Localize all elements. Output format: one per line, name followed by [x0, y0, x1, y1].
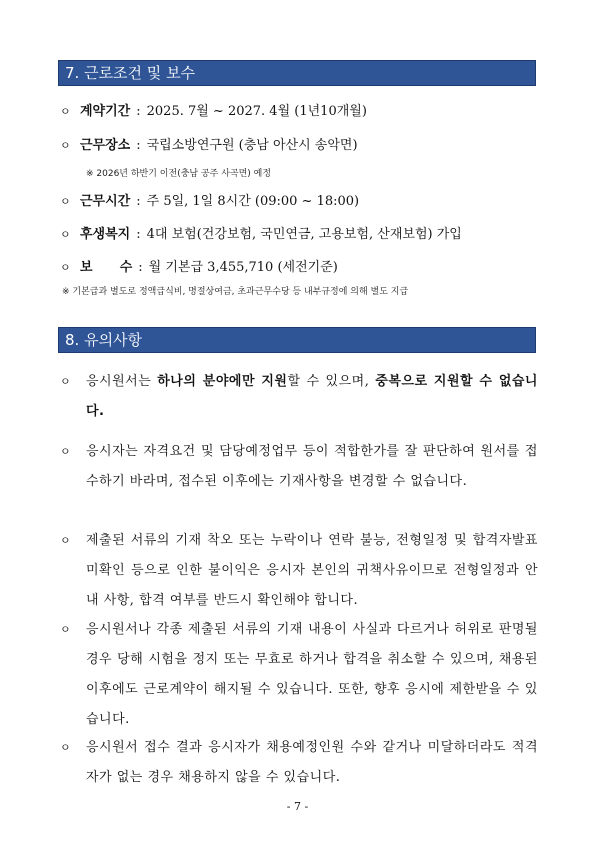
welfare-row: [60, 223, 462, 242]
notice-5-text: 응시원서 접수 결과 응시자가 채용예정인원 수와 같거나 미달하더라도 적격자가 없는 경우 채용하지 않을 수 있습니다.: [86, 740, 538, 785]
bullet-icon: ㅇ: [60, 375, 71, 388]
contract-period-label: 계약기간: [80, 104, 131, 119]
notice-paragraph-1: [60, 367, 538, 427]
bullet-icon: ㅇ: [60, 195, 71, 208]
page-number: - 7 -: [286, 800, 309, 813]
notice-paragraph-4: [60, 615, 538, 735]
notice-1-emphasis: 하나의 분야에만 지원: [157, 374, 288, 389]
section-8-title: 8. 유의사항: [65, 331, 143, 349]
bullet-icon: ㅇ: [60, 105, 71, 118]
notice-paragraph-5: [60, 733, 538, 793]
colon: :: [136, 194, 141, 209]
notice-2-text: 응시자는 자격요건 및 담당예정업무 등이 적합한가를 잘 판단하여 원서를 접수하기 바라며, 접수된 이후에는 기재사항을 변경할 수 없습니다.: [86, 444, 538, 489]
notice-paragraph-2: [60, 437, 538, 497]
colon: :: [138, 260, 143, 275]
pay-note: ※ 기본급과 별도로 정액급식비, 명절상여금, 초과근무수당 등 내부규정에 의해 별도 지급: [62, 287, 409, 297]
colon: :: [136, 104, 141, 119]
work-location-value: 국립소방연구원 (충남 아산시 송악면): [146, 138, 358, 153]
notice-1-text-mid: 할 수 있으며,: [287, 374, 376, 389]
bullet-icon: ㅇ: [60, 534, 71, 547]
pay-label: 보 수: [80, 260, 133, 275]
bullet-icon: ㅇ: [60, 741, 71, 754]
colon: :: [136, 227, 141, 242]
notice-paragraph-3: [60, 526, 538, 616]
bullet-icon: ㅇ: [60, 445, 71, 458]
work-hours-label: 근무시간: [80, 194, 131, 209]
work-hours-row: [60, 190, 359, 209]
section-7-title: 7. 근로조건 및 보수: [65, 64, 196, 82]
pay-row: [60, 256, 338, 275]
work-location-row: [60, 134, 358, 153]
section-7-header: [58, 60, 536, 86]
contract-period-value: 2025. 7월 ~ 2027. 4월 (1년10개월): [146, 104, 367, 119]
section-8-header: [58, 327, 536, 353]
colon: :: [136, 138, 141, 153]
work-hours-value: 주 5일, 1일 8시간 (09:00 ~ 18:00): [146, 194, 360, 209]
contract-period-row: [60, 100, 367, 119]
bullet-icon: ㅇ: [60, 228, 71, 241]
notice-1-emphasis-2: 중복으로 지원할 수 없습니다.: [86, 374, 538, 419]
bullet-icon: ㅇ: [60, 261, 71, 274]
work-location-label: 근무장소: [80, 138, 131, 153]
welfare-label: 후생복지: [80, 227, 131, 242]
location-note: ※ 2026년 하반기 이전(충남 공주 사곡면) 예정: [86, 169, 272, 179]
notice-3-text: 제출된 서류의 기재 착오 또는 누락이나 연락 불능, 전형일정 및 합격자발표 미확인 등으로 인한 불이익은 응시자 본인의 귀책사유이므로 전형일정과 안내 사항, 합격 여부를 반드시 확인해야 합니다.: [86, 533, 538, 608]
bullet-icon: ㅇ: [60, 139, 71, 152]
notice-1-text: 응시원서는: [86, 374, 158, 389]
pay-value: 월 기본급 3,455,710 (세전기준): [148, 260, 338, 275]
notice-4-text: 응시원서나 각종 제출된 서류의 기재 내용이 사실과 다르거나 허위로 판명될 경우 당해 시험을 정지 또는 무효로 하거나 합격을 취소할 수 있으며, 채용된 이후에도 근로계약이 해지될 수 있습니다. 또한, 향후 응시에 제한받을 수 있습니다.: [86, 622, 538, 727]
bullet-icon: ㅇ: [60, 623, 71, 636]
welfare-value: 4대 보험(건강보험, 국민연금, 고용보험, 산재보험) 가입: [146, 227, 462, 242]
